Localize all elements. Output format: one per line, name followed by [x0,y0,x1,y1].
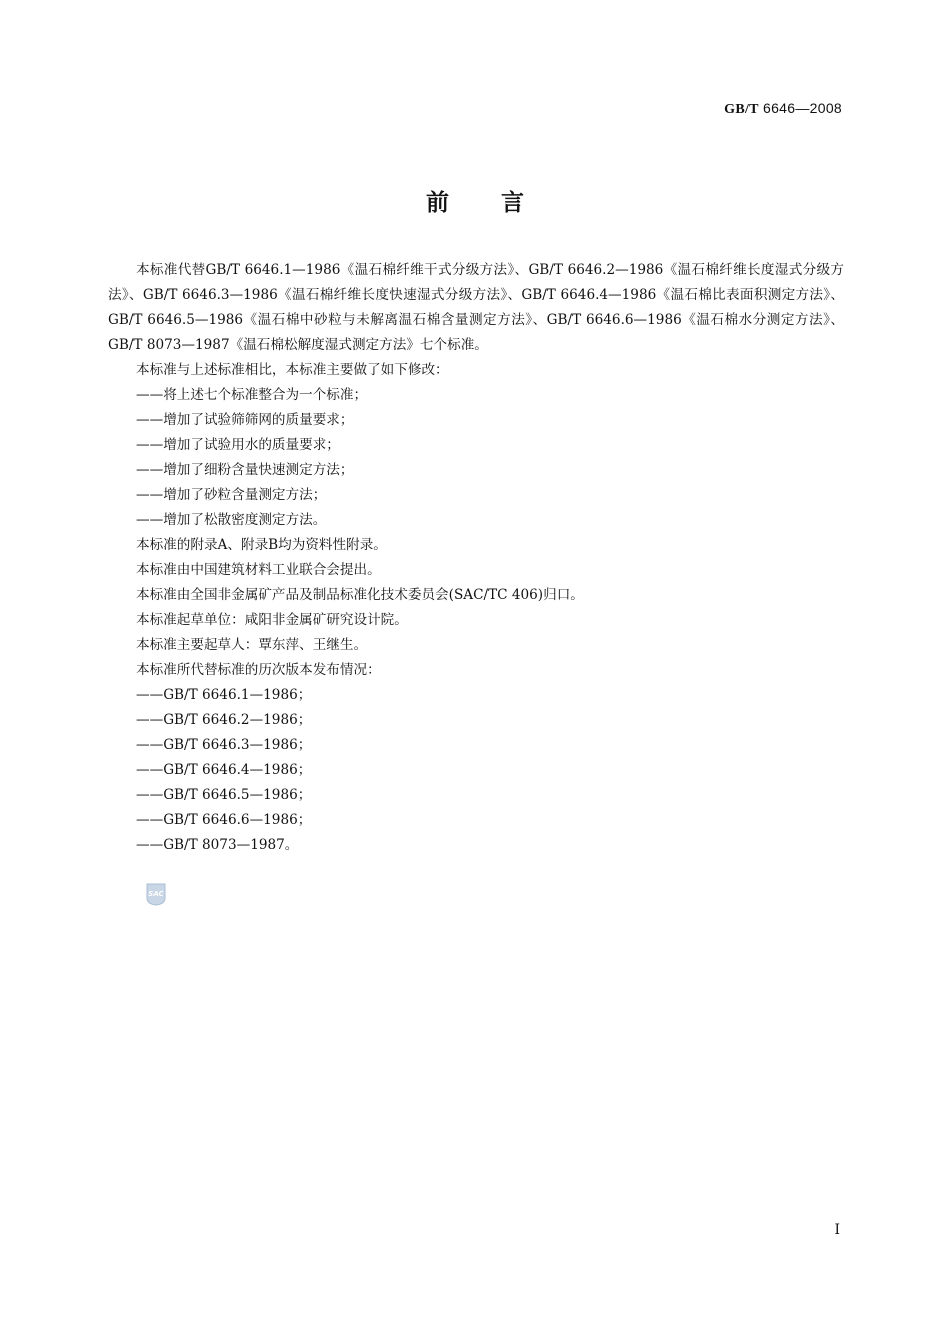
drafters-paragraph: 本标准主要起草人：覃东萍、王继生。 [136,637,368,653]
sac-seal-logo [144,882,168,906]
proposed-by-paragraph: 本标准由中国建筑材料工业联合会提出。 [136,562,381,578]
history-item: ——GB/T 6646.6—1986； [136,812,312,828]
standard-code: 6646—2008 [763,100,842,116]
standard-number [724,100,842,118]
changes-intro: 本标准与上述标准相比，本标准主要做了如下修改： [136,362,449,378]
standard-prefix: GB/T [724,102,759,117]
history-item: ——GB/T 6646.4—1986； [136,762,312,778]
history-intro: 本标准所代替标准的历次版本发布情况： [136,662,381,678]
replaces-paragraph: 本标准代替GB/T 6646.1—1986《温石棉纤维干式分级方法》、GB/T 6646.2—1986《温石棉纤维长度湿式分级方法》、GB/T 6646.3—1986《温石棉纤维长度快速湿式分级方法》、GB/T 6646.4—1986《温石棉比表面积测定方法》、GB/T 6646.5—1986《温石棉中砂粒与未解离温石棉含量测定方法》、GB/T 6646.6—1986《温石棉水分测定方法》、GB/T 8073—1987《温石棉松解度湿式测定方法》七个标准。 [108,262,844,353]
change-item: ——增加了松散密度测定方法。 [136,512,327,528]
history-item: ——GB/T 6646.1—1986； [136,687,312,703]
foreword-body [108,258,844,858]
centralized-by-paragraph: 本标准由全国非金属矿产品及制品标准化技术委员会(SAC/TC 406)归口。 [136,587,584,603]
history-item: ——GB/T 8073—1987。 [136,837,299,853]
change-item: ——增加了试验筛筛网的质量要求； [136,412,354,428]
annex-paragraph: 本标准的附录A、附录B均为资料性附录。 [136,537,387,553]
seal-text: SAC [148,890,164,898]
drafting-unit-paragraph: 本标准起草单位：咸阳非金属矿研究设计院。 [136,612,408,628]
history-item: ——GB/T 6646.5—1986； [136,787,312,803]
page-number: I [834,1222,840,1238]
change-item: ——将上述七个标准整合为一个标准； [136,387,368,403]
change-item: ——增加了试验用水的质量要求； [136,437,340,453]
change-item: ——增加了砂粒含量测定方法； [136,487,327,503]
page-title: 前言 [426,190,576,216]
change-item: ——增加了细粉含量快速测定方法； [136,462,354,478]
history-item: ——GB/T 6646.2—1986； [136,712,312,728]
history-item: ——GB/T 6646.3—1986； [136,737,312,753]
